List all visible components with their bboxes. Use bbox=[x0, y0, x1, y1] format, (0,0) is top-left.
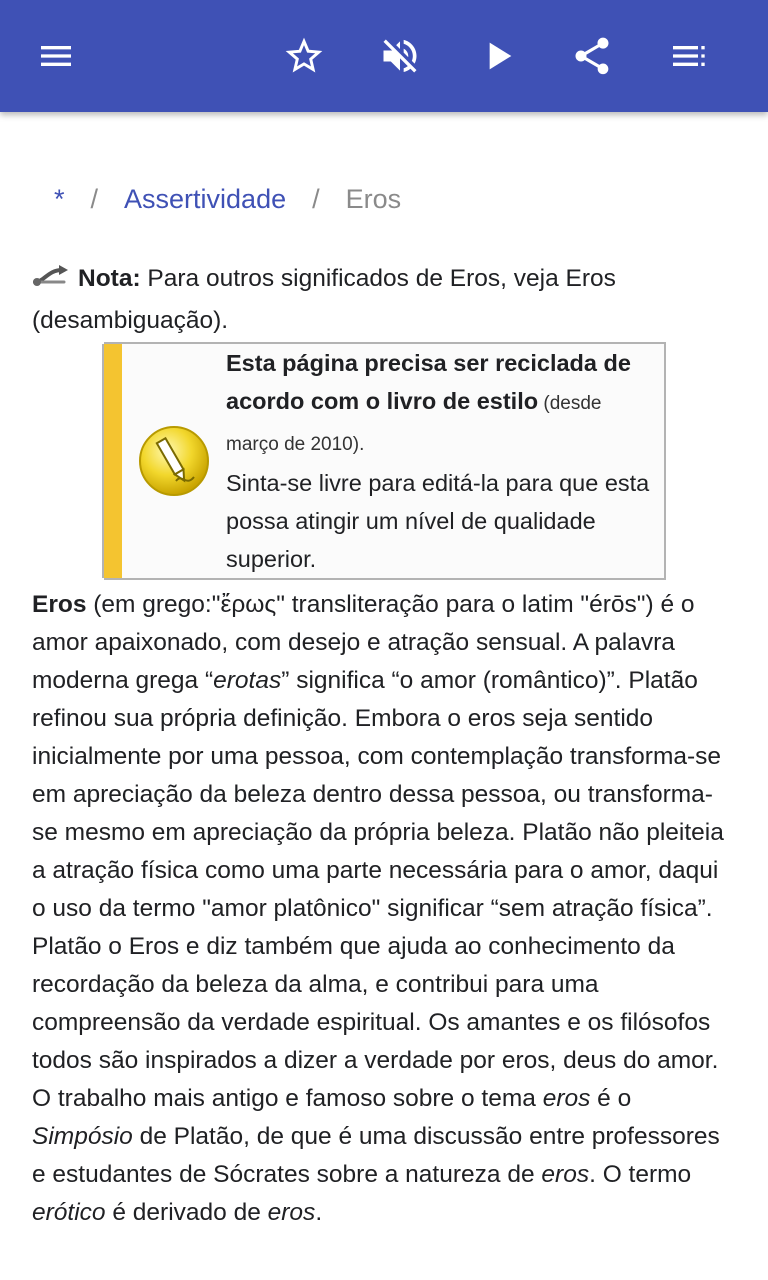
italic-term: eros bbox=[542, 1085, 591, 1112]
breadcrumb-current: Eros bbox=[345, 184, 402, 214]
cleanup-notice-box bbox=[104, 342, 666, 580]
share-icon bbox=[570, 34, 614, 78]
star-outline-icon bbox=[282, 34, 326, 78]
menu-icon bbox=[36, 36, 76, 76]
list-icon bbox=[668, 36, 708, 76]
breadcrumb-separator: / bbox=[90, 184, 99, 214]
favorite-button[interactable] bbox=[272, 24, 336, 88]
breadcrumb-separator: / bbox=[312, 184, 320, 214]
breadcrumb-root-link[interactable]: * bbox=[54, 184, 65, 214]
text-run: é derivado de bbox=[105, 1199, 268, 1226]
text-run: é o bbox=[590, 1085, 632, 1112]
breadcrumb-parent-link[interactable]: Assertividade bbox=[124, 184, 287, 214]
hatnote-label: Nota: bbox=[78, 265, 141, 292]
menu-button[interactable] bbox=[24, 24, 88, 88]
share-button[interactable] bbox=[560, 24, 624, 88]
notice-stripe bbox=[102, 344, 122, 578]
mute-button[interactable] bbox=[368, 24, 432, 88]
notice-date: (desde março de 2010). bbox=[226, 393, 602, 455]
italic-term: erotas bbox=[213, 667, 282, 694]
app-toolbar bbox=[0, 0, 768, 112]
text-run: de Platão, de que é uma discussão entre professores e estudantes de Sócrates sobre a natureza de bbox=[32, 1123, 720, 1188]
edit-pencil-icon bbox=[122, 344, 226, 578]
volume-off-icon bbox=[378, 34, 422, 78]
play-button[interactable] bbox=[466, 24, 530, 88]
article-term: Eros bbox=[32, 591, 87, 618]
hatnote-text[interactable]: Para outros significados de Eros, veja Eros (desambiguação). bbox=[32, 265, 616, 334]
article-paragraph bbox=[32, 586, 736, 1232]
notice-text bbox=[226, 344, 664, 578]
italic-term: erótico bbox=[32, 1199, 106, 1226]
article-content[interactable] bbox=[0, 112, 768, 1280]
play-icon bbox=[478, 36, 518, 76]
italic-term: Simpósio bbox=[32, 1123, 133, 1150]
hatnote bbox=[32, 260, 736, 340]
notice-title: Esta página precisa ser reciclada de acordo com o livro de estilo bbox=[226, 350, 631, 414]
text-run: (em grego:"ἔρως" transliteração para o latim "érōs") é o amor apaixonado, com desejo e atração sensual. A palavra moderna grega “ bbox=[32, 591, 695, 694]
italic-term: eros bbox=[541, 1161, 590, 1188]
text-run: . bbox=[315, 1199, 323, 1226]
disambiguation-icon bbox=[32, 262, 72, 302]
notice-message: Sinta-se livre para editá-la para que esta possa atingir um nível de qualidade superior. bbox=[226, 470, 650, 572]
text-run: . O termo bbox=[589, 1161, 692, 1188]
article-body bbox=[32, 260, 736, 1232]
breadcrumb bbox=[54, 182, 401, 216]
table-of-contents-button[interactable] bbox=[656, 24, 720, 88]
italic-term: eros bbox=[267, 1199, 316, 1226]
text-run: ” significa “o amor (romântico)”. Platão refinou sua própria definição. Embora o eros seja sentido inicialmente por uma pessoa, com contemplação transforma-se em apreciação da beleza dentro dessa pessoa, ou transforma-se mesmo em apreciação da própria beleza. Platão não pleiteia a atração física como uma parte necessária para o amor, daqui o uso da termo "amor platônico" significar “sem atração física”. Platão o Eros e diz também que ajuda ao conhecimento da recordação da beleza da alma, e contribui para uma compreensão da verdade espiritual. Os amantes e os filósofos todos são inspirados a dizer a verdade por eros, deus do amor. O trabalho mais antigo e famoso sobre o tema bbox=[32, 667, 724, 1112]
